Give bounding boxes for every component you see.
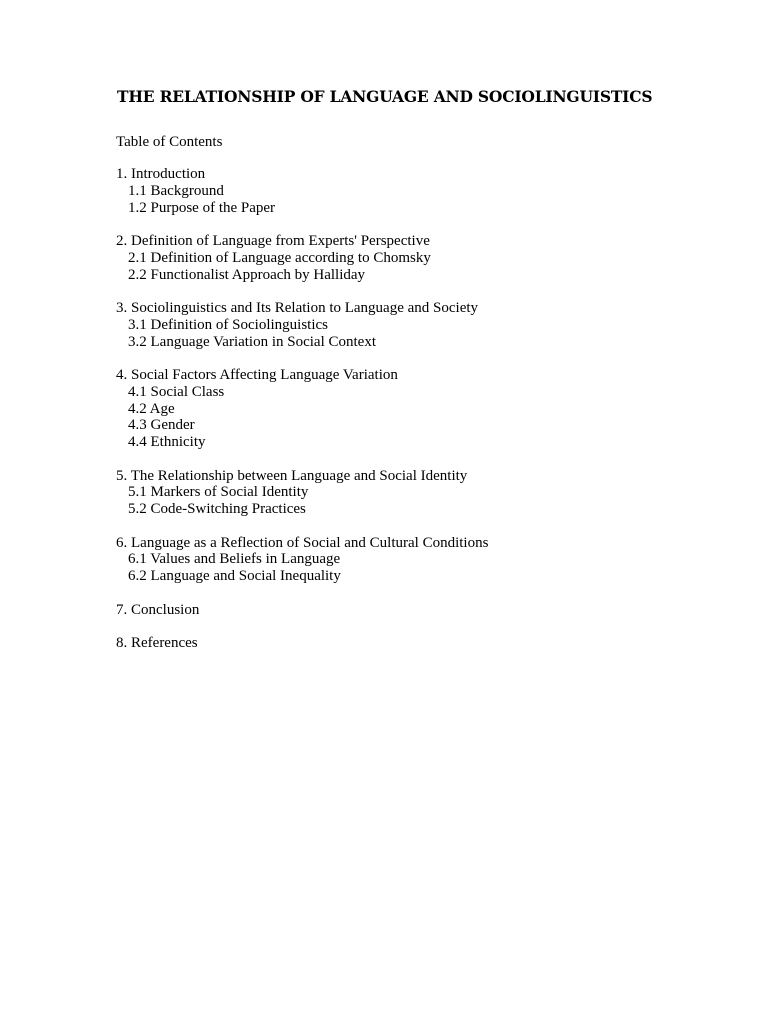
toc-subsection: 4.1 Social Class <box>128 383 225 400</box>
toc-section-title: 1. Introduction <box>116 166 206 182</box>
toc-section-title: 5. The Relationship between Language and Social Identity <box>116 467 468 484</box>
toc-subsection-list <box>116 484 488 518</box>
toc-subsection: 3.2 Language Variation in Social Context <box>128 333 377 350</box>
toc-subsection-list <box>116 551 488 585</box>
toc-section <box>116 166 488 216</box>
toc-subsection: 5.1 Markers of Social Identity <box>128 484 309 501</box>
toc-section-title: 6. Language as a Reflection of Social and Cultural Conditions <box>116 534 489 551</box>
toc-subsection: 3.1 Definition of Sociolinguistics <box>128 316 328 333</box>
table-of-contents <box>116 166 488 669</box>
toc-section <box>116 300 488 350</box>
toc-section <box>116 233 488 283</box>
toc-subsection: 4.4 Ethnicity <box>128 434 206 450</box>
toc-subsection: 1.1 Background <box>128 182 224 199</box>
toc-heading: Table of Contents <box>116 134 223 150</box>
toc-subsection: 4.3 Gender <box>128 417 195 434</box>
toc-section <box>116 468 488 518</box>
toc-subsection-list <box>116 183 488 217</box>
toc-subsection-list <box>116 317 488 351</box>
toc-section-title: 7. Conclusion <box>116 601 200 618</box>
toc-subsection-list <box>116 384 488 451</box>
toc-subsection: 1.2 Purpose of the Paper <box>128 199 276 216</box>
toc-section-title: 8. References <box>116 635 198 651</box>
document-title: THE RELATIONSHIP OF LANGUAGE AND SOCIOLINGUISTICS <box>117 87 653 106</box>
toc-subsection: 2.1 Definition of Language according to Chomsky <box>128 249 431 266</box>
toc-section <box>116 535 488 585</box>
toc-subsection: 6.2 Language and Social Inequality <box>128 568 341 584</box>
toc-subsection: 2.2 Functionalist Approach by Halliday <box>128 266 366 283</box>
toc-subsection: 4.2 Age <box>128 400 175 417</box>
toc-section-title: 3. Sociolinguistics and Its Relation to Language and Society <box>116 300 479 316</box>
toc-subsection-list <box>116 250 488 284</box>
toc-subsection: 5.2 Code-Switching Practices <box>128 501 306 517</box>
toc-section-title: 2. Definition of Language from Experts' Perspective <box>116 233 430 249</box>
toc-section <box>116 602 488 619</box>
toc-section <box>116 367 488 451</box>
toc-section-title: 4. Social Factors Affecting Language Variation <box>116 367 398 383</box>
toc-section <box>116 635 488 652</box>
toc-subsection: 6.1 Values and Beliefs in Language <box>128 551 341 568</box>
